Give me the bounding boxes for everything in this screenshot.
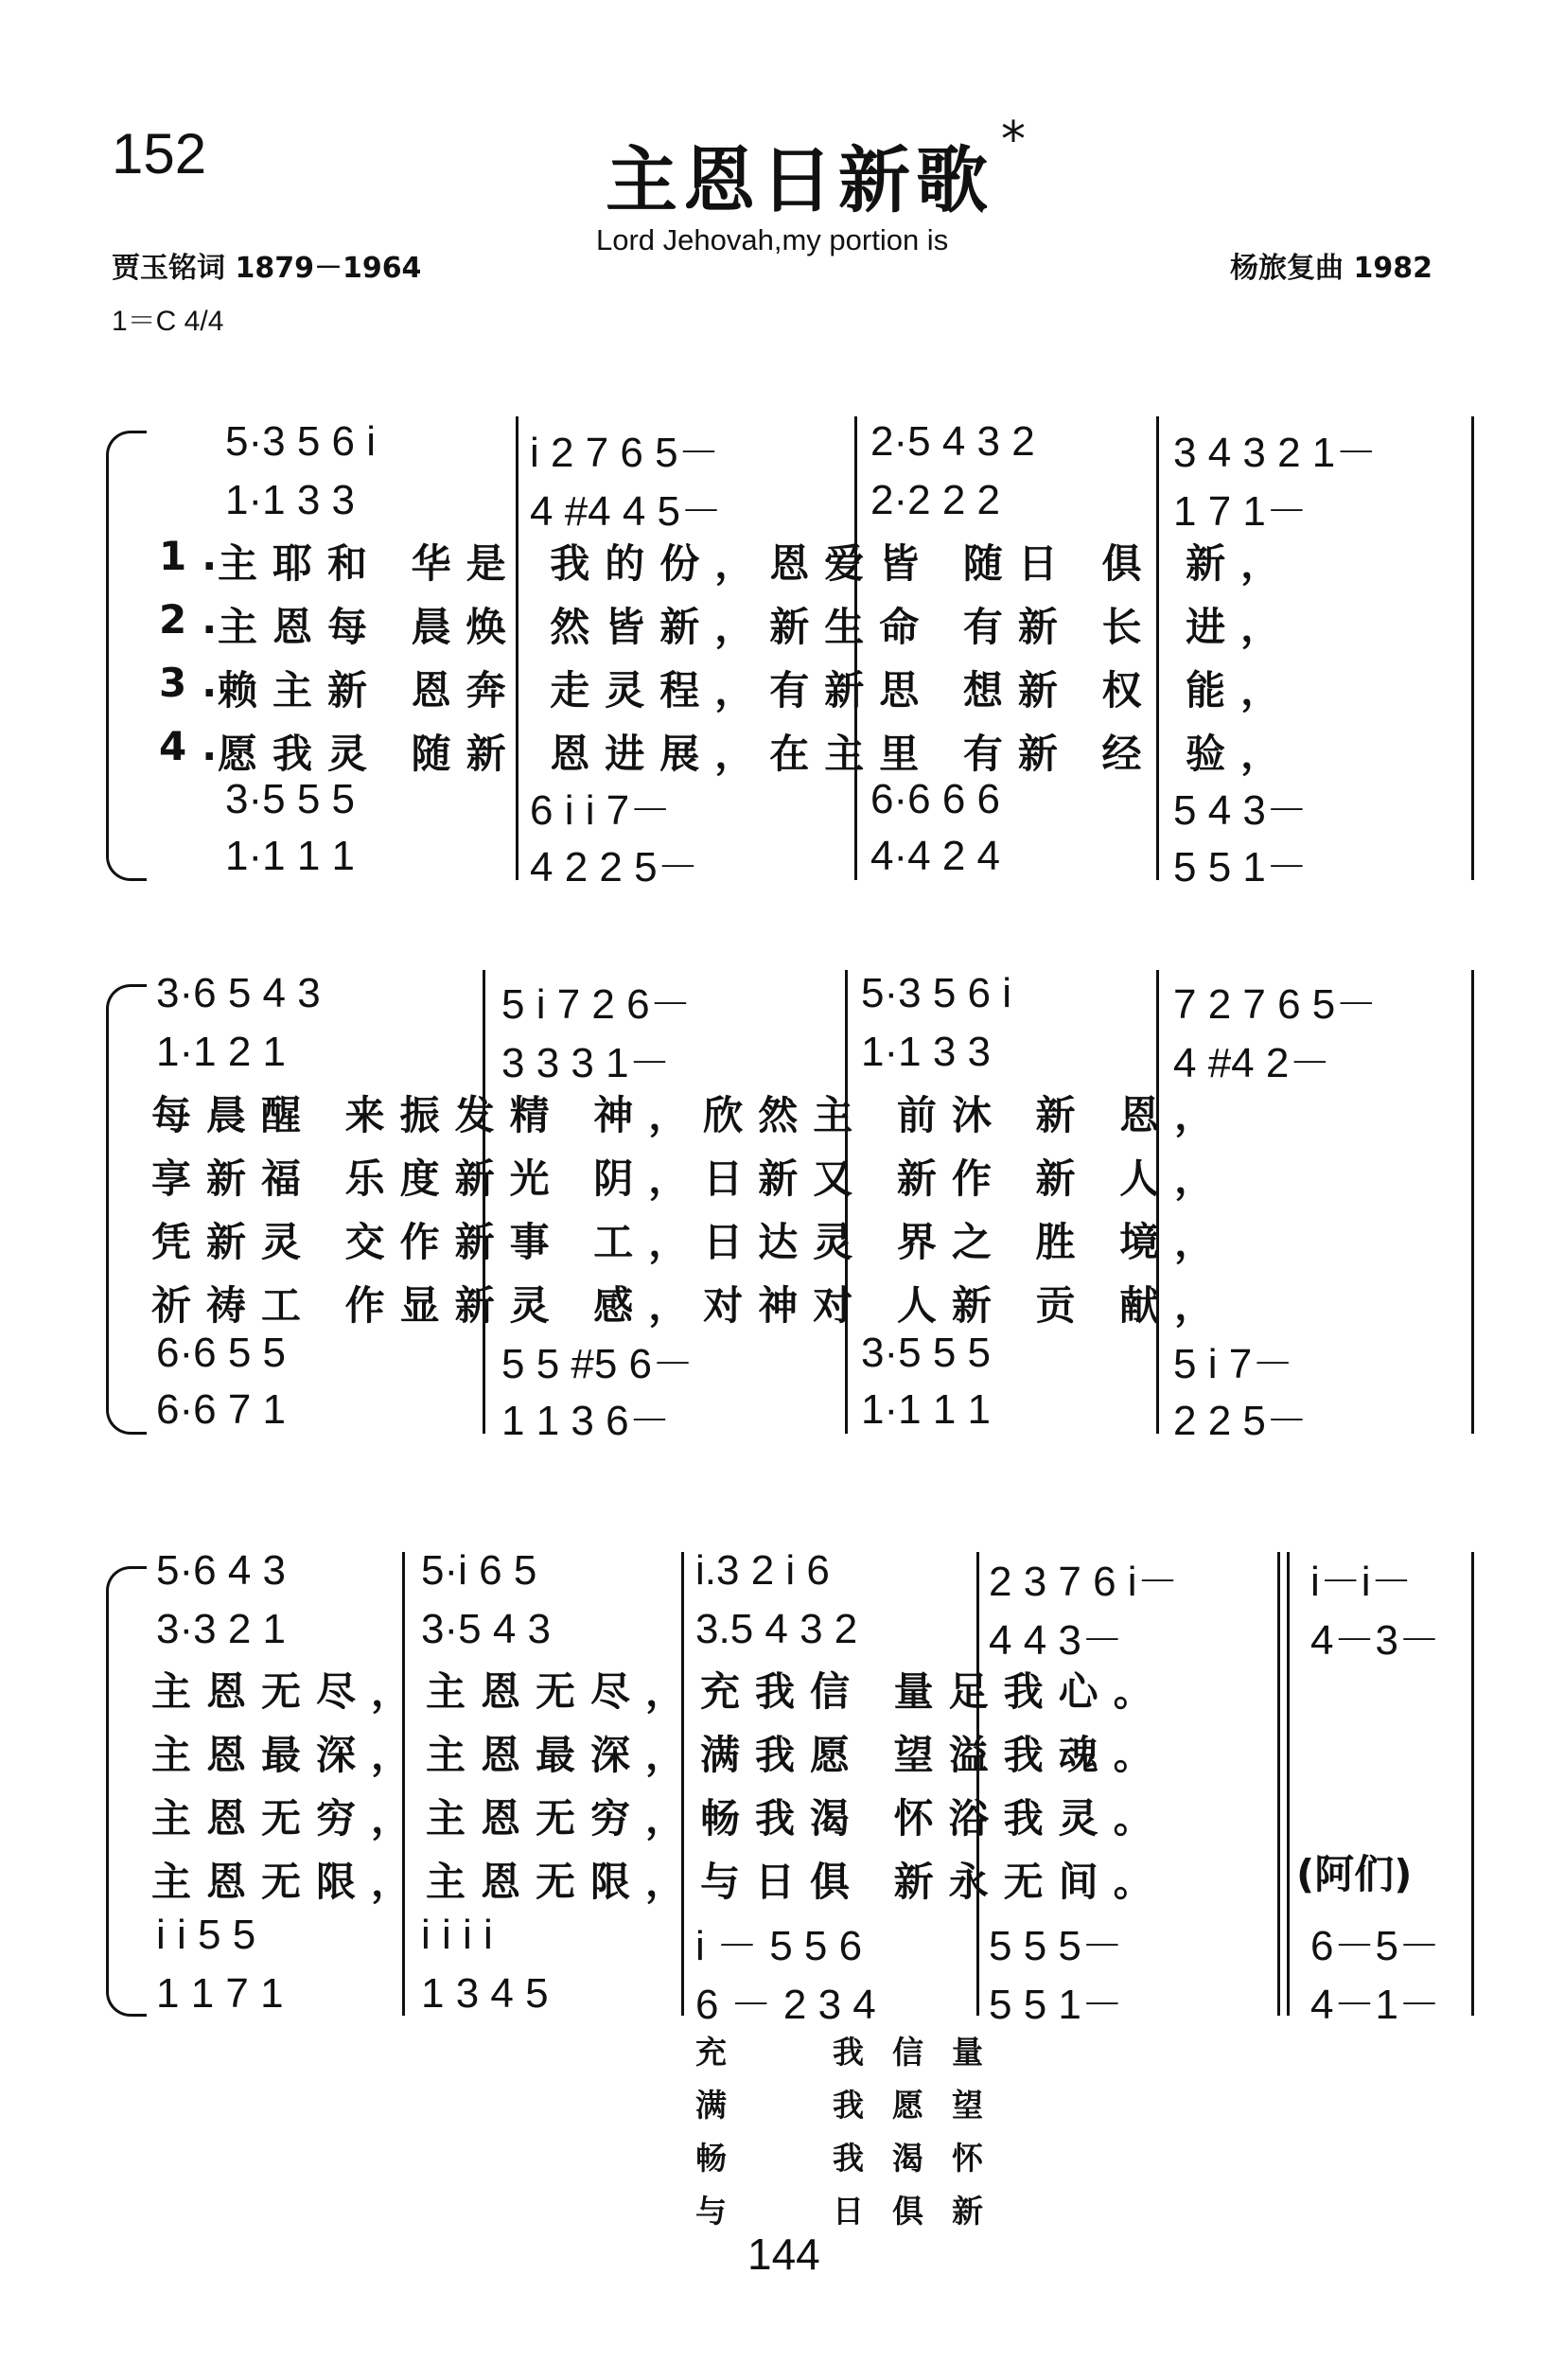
key-signature: 1＝C 4/4	[112, 306, 224, 337]
verse-text: 每晨醒 来振发精 神，欣然主 前沐 新 恩，	[151, 1092, 1230, 1138]
measure: 4 2 2 5－	[530, 844, 699, 890]
measure: i － 5 5 6	[695, 1923, 863, 1969]
echo-first: 充	[695, 2034, 755, 2071]
measure: 3·6 5 4 3	[156, 970, 321, 1016]
system-1-soprano	[0, 418, 1564, 477]
measure: 6·6 5 5	[156, 1330, 286, 1376]
measure: 5 5 5－	[989, 1923, 1123, 1969]
verse-text: 主恩无限，主恩无限，与日俱 新永无间。	[151, 1859, 1169, 1905]
system-1-bass	[0, 833, 1564, 891]
measure: i i i i	[421, 1912, 493, 1958]
verse-text: 主恩每 晨焕 然皆新，新生命 有新 长 进，	[218, 604, 1296, 650]
echo-rest: 我信量	[833, 2034, 1011, 2071]
verse-number: 4.	[159, 723, 233, 769]
measure: 5 5 #5 6－	[501, 1341, 694, 1387]
system-2-tenor	[0, 1330, 1564, 1388]
echo-first: 满	[695, 2087, 755, 2124]
measure: 4 #4 2－	[1173, 1040, 1331, 1086]
amen-measure: 4－1－	[1310, 1982, 1440, 2028]
system-1-verse-4	[0, 723, 1564, 782]
measure: 1·1 3 3	[861, 1029, 991, 1075]
title-footnote-mark: *	[1001, 112, 1026, 168]
verse-text: 主恩无尽，主恩无尽，充我信 量足我心。	[151, 1668, 1169, 1715]
measure: 5·3 5 6 i	[225, 418, 376, 465]
measure: 1·1 1 1	[861, 1386, 991, 1433]
system-2-bass	[0, 1386, 1564, 1445]
measure: 3 3 3 1－	[501, 1040, 671, 1086]
echo-lyric-3	[0, 2134, 1564, 2193]
measure: 4 4 3－	[989, 1617, 1123, 1664]
measure: 1·1 2 1	[156, 1029, 286, 1075]
measure: i 2 7 6 5－	[530, 430, 720, 476]
measure: 5 i 7－	[1173, 1341, 1294, 1387]
verse-text: 主耶和 华是 我的份，恩爱皆 随日 俱 新，	[218, 540, 1296, 587]
page-number: 144	[747, 2230, 820, 2279]
system-1-verse-1	[0, 533, 1564, 591]
echo-rest: 我愿望	[833, 2087, 1011, 2124]
amen-measure: i－i－	[1310, 1559, 1413, 1605]
measure: 3·5 5 5	[225, 776, 355, 822]
system-1-verse-2	[0, 596, 1564, 655]
system-2-soprano	[0, 970, 1564, 1029]
verse-text: 主恩无穷，主恩无穷，畅我渴 怀浴我灵。	[151, 1795, 1169, 1842]
composer-credit: 杨旅复曲 1982	[1230, 252, 1432, 285]
hymn-title: 主恩日新歌	[606, 138, 993, 222]
system-2-verse-2	[0, 1148, 1564, 1207]
measure: 5 i 7 2 6－	[501, 981, 692, 1028]
measure: 5·i 6 5	[421, 1547, 537, 1594]
verse-text: 祈祷工 作显新灵 感，对神对 人新 贡 献，	[151, 1282, 1230, 1329]
system-3-verse-3	[0, 1788, 1564, 1846]
verse-text: 凭新灵 交作新事 工，日达灵 界之 胜 境，	[151, 1219, 1230, 1265]
verse-text: 赖主新 恩奔 走灵程，有新思 想新 权 能，	[218, 667, 1296, 714]
measure: 3 4 3 2 1－	[1173, 430, 1378, 476]
measure: 6·6 7 1	[156, 1386, 286, 1433]
measure: 5·3 5 6 i	[861, 970, 1011, 1016]
measure: 3·5 4 3	[421, 1606, 551, 1652]
verse-text: 主恩最深，主恩最深，满我愿 望溢我魂。	[151, 1732, 1169, 1778]
system-3-tenor	[0, 1912, 1564, 1970]
amen-measure: 6－5－	[1310, 1923, 1440, 1969]
system-3-alto	[0, 1606, 1564, 1665]
measure: 1 1 7 1	[156, 1970, 284, 2017]
measure: 5 5 1－	[989, 1982, 1123, 2028]
measure: 1·1 1 1	[225, 833, 355, 879]
system-1-verse-3	[0, 660, 1564, 718]
echo-first: 与	[695, 2193, 755, 2230]
amen-measure: 4－3－	[1310, 1617, 1440, 1664]
amen-label: (阿们)	[1296, 1851, 1413, 1897]
system-3-verse-1	[0, 1661, 1564, 1719]
measure: 6·6 6 6	[870, 776, 1000, 822]
system-3-bass	[0, 1970, 1564, 2029]
measure: 1 1 3 6－	[501, 1398, 671, 1444]
system-2-alto	[0, 1029, 1564, 1087]
measure: 6 － 2 3 4	[695, 1982, 876, 2028]
measure: 3·3 2 1	[156, 1606, 286, 1652]
measure: 5·6 4 3	[156, 1547, 286, 1594]
verse-text: 享新福 乐度新光 阴，日新又 新作 新 人，	[151, 1155, 1230, 1202]
echo-lyric-2	[0, 2081, 1564, 2140]
measure: 4·4 2 4	[870, 833, 1000, 879]
measure: 2·5 4 3 2	[870, 418, 1035, 465]
echo-rest: 日俱新	[833, 2193, 1011, 2230]
measure: 5 5 1－	[1173, 844, 1308, 890]
hymn-number: 152	[112, 122, 207, 185]
echo-lyric-1	[0, 2028, 1564, 2087]
measure: 1 3 4 5	[421, 1970, 549, 2017]
system-1-alto	[0, 477, 1564, 536]
measure: 3.5 4 3 2	[695, 1606, 858, 1652]
system-1-tenor	[0, 776, 1564, 835]
measure: 2·2 2 2	[870, 477, 1000, 523]
measure: 2 3 7 6 i－	[989, 1559, 1179, 1605]
measure: 1 7 1－	[1173, 488, 1308, 535]
verse-number: 3.	[159, 660, 233, 706]
echo-first: 畅	[695, 2140, 755, 2177]
measure: 6 i i 7－	[530, 787, 672, 834]
measure: 1·1 3 3	[225, 477, 355, 523]
measure: 2 2 5－	[1173, 1398, 1308, 1444]
system-2-verse-4	[0, 1275, 1564, 1333]
system-2-verse-3	[0, 1211, 1564, 1270]
echo-rest: 我渴怀	[833, 2140, 1011, 2177]
measure: 4 #4 4 5－	[530, 488, 723, 535]
measure: i i 5 5	[156, 1912, 256, 1958]
lyricist-credit: 贾玉铭词 1879－1964	[112, 252, 422, 285]
measure: 7 2 7 6 5－	[1173, 981, 1378, 1028]
english-title: Lord Jehovah,my portion is	[596, 223, 949, 256]
verse-number: 1.	[159, 533, 233, 579]
system-3-verse-2	[0, 1724, 1564, 1783]
system-2-verse-1	[0, 1084, 1564, 1143]
verse-text: 愿我灵 随新 恩进展，在主里 有新 经 验，	[218, 731, 1296, 777]
measure: 5 4 3－	[1173, 787, 1308, 834]
verse-number: 2.	[159, 596, 233, 643]
measure: 3·5 5 5	[861, 1330, 991, 1376]
measure: i.3 2 i 6	[695, 1547, 830, 1594]
system-3-soprano	[0, 1547, 1564, 1606]
